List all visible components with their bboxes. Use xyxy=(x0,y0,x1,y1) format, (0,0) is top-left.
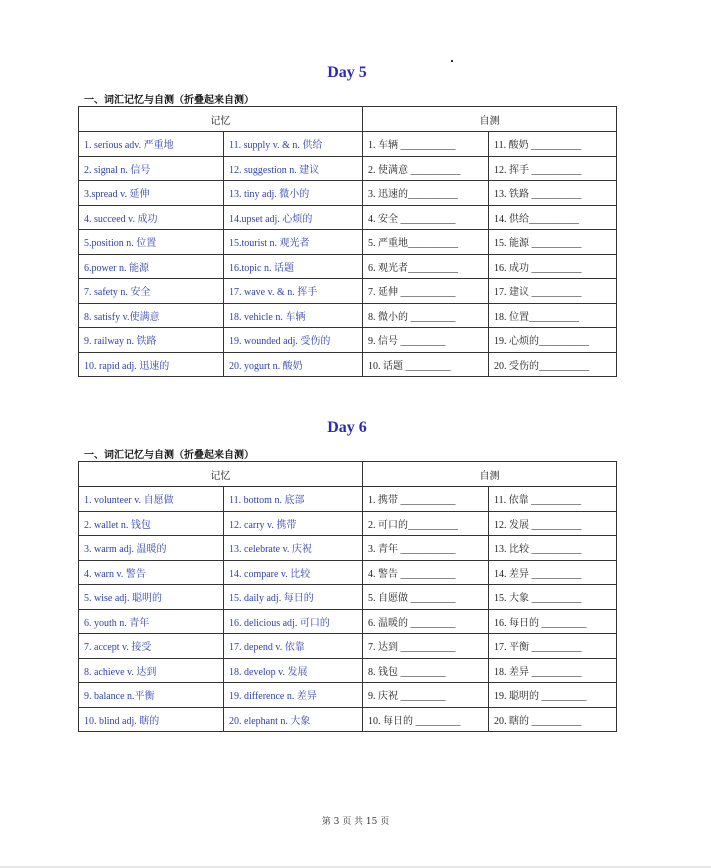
table-row xyxy=(79,609,617,634)
memory-cell: 20. elephant n. 大象 xyxy=(224,707,363,732)
memory-cell: 11. bottom n. 底部 xyxy=(224,487,363,512)
test-cell: 17. 平衡 __________ xyxy=(489,634,617,659)
table-row xyxy=(79,585,617,610)
memory-cell: 13. tiny adj. 微小的 xyxy=(224,181,363,206)
test-cell: 18. 位置__________ xyxy=(489,303,617,328)
table-row xyxy=(79,683,617,708)
memory-cell: 19. difference n. 差异 xyxy=(224,683,363,708)
test-cell: 1. 车辆 ___________ xyxy=(363,132,489,157)
memory-cell: 19. wounded adj. 受伤的 xyxy=(224,328,363,353)
test-cell: 4. 安全 ___________ xyxy=(363,205,489,230)
table-row xyxy=(79,487,617,512)
test-cell: 19. 心烦的__________ xyxy=(489,328,617,353)
test-cell: 20. 受伤的__________ xyxy=(489,352,617,377)
memory-cell: 4. succeed v. 成功 xyxy=(79,205,224,230)
memory-cell: 2. wallet n. 钱包 xyxy=(79,511,224,536)
test-cell: 5. 严重地__________ xyxy=(363,230,489,255)
test-cell: 14. 供给__________ xyxy=(489,205,617,230)
memory-cell: 7. accept v. 接受 xyxy=(79,634,224,659)
table-row xyxy=(79,303,617,328)
table-row xyxy=(79,181,617,206)
memory-cell: 15.tourist n. 观光者 xyxy=(224,230,363,255)
test-cell: 7. 达到 ___________ xyxy=(363,634,489,659)
memory-header: 记忆 xyxy=(79,107,363,132)
test-cell: 8. 钱包 _________ xyxy=(363,658,489,683)
memory-cell: 15. daily adj. 每日的 xyxy=(224,585,363,610)
test-cell: 2. 可口的__________ xyxy=(363,511,489,536)
test-cell: 3. 青年 ___________ xyxy=(363,536,489,561)
stray-mark xyxy=(451,60,453,62)
memory-cell: 9. railway n. 铁路 xyxy=(79,328,224,353)
test-cell: 4. 警告 ___________ xyxy=(363,560,489,585)
test-cell: 5. 自愿做 _________ xyxy=(363,585,489,610)
vocab-table xyxy=(78,461,617,732)
section-heading: 一、词汇记忆与自测（折叠起来自测） xyxy=(84,95,254,106)
memory-cell: 1. serious adv. 严重地 xyxy=(79,132,224,157)
table-row xyxy=(79,634,617,659)
table-row xyxy=(79,536,617,561)
test-cell: 19. 聪明的 _________ xyxy=(489,683,617,708)
memory-cell: 11. supply v. & n. 供给 xyxy=(224,132,363,157)
memory-header: 记忆 xyxy=(79,462,363,487)
memory-cell: 18. vehicle n. 车辆 xyxy=(224,303,363,328)
table-row xyxy=(79,658,617,683)
test-cell: 18. 差异 __________ xyxy=(489,658,617,683)
table-row xyxy=(79,707,617,732)
table-row xyxy=(79,511,617,536)
test-header: 自测 xyxy=(363,462,617,487)
table-body xyxy=(79,132,617,377)
table-header-row xyxy=(79,107,617,132)
test-cell: 15. 大象 __________ xyxy=(489,585,617,610)
table-row xyxy=(79,156,617,181)
memory-cell: 17. wave v. & n. 挥手 xyxy=(224,279,363,304)
test-cell: 15. 能源 __________ xyxy=(489,230,617,255)
test-cell: 7. 延伸 ___________ xyxy=(363,279,489,304)
table-header-row xyxy=(79,462,617,487)
memory-cell: 13. celebrate v. 庆祝 xyxy=(224,536,363,561)
vocab-table xyxy=(78,106,617,377)
test-cell: 11. 酸奶 __________ xyxy=(489,132,617,157)
memory-cell: 12. carry v. 携带 xyxy=(224,511,363,536)
memory-cell: 8. satisfy v.使满意 xyxy=(79,303,224,328)
test-cell: 12. 发展 __________ xyxy=(489,511,617,536)
test-cell: 14. 差异 __________ xyxy=(489,560,617,585)
memory-cell: 20. yogurt n. 酸奶 xyxy=(224,352,363,377)
memory-cell: 10. blind adj. 瞎的 xyxy=(79,707,224,732)
table-row xyxy=(79,279,617,304)
memory-cell: 4. warn v. 警告 xyxy=(79,560,224,585)
table-row xyxy=(79,560,617,585)
section-heading: 一、词汇记忆与自测（折叠起来自测） xyxy=(84,450,254,461)
table-row xyxy=(79,205,617,230)
test-cell: 10. 每日的 _________ xyxy=(363,707,489,732)
test-cell: 3. 迅速的__________ xyxy=(363,181,489,206)
memory-cell: 16. delicious adj. 可口的 xyxy=(224,609,363,634)
test-cell: 6. 观光者__________ xyxy=(363,254,489,279)
memory-cell: 17. depend v. 依靠 xyxy=(224,634,363,659)
test-cell: 16. 每日的 _________ xyxy=(489,609,617,634)
table-body xyxy=(79,487,617,732)
day-title: Day 5 xyxy=(327,64,367,81)
test-cell: 20. 瞎的 __________ xyxy=(489,707,617,732)
memory-cell: 5.position n. 位置 xyxy=(79,230,224,255)
table-row xyxy=(79,352,617,377)
memory-cell: 18. develop v. 发展 xyxy=(224,658,363,683)
table-row xyxy=(79,132,617,157)
test-cell: 2. 使满意 __________ xyxy=(363,156,489,181)
memory-cell: 14.upset adj. 心烦的 xyxy=(224,205,363,230)
test-cell: 8. 微小的 _________ xyxy=(363,303,489,328)
test-cell: 13. 铁路 __________ xyxy=(489,181,617,206)
table-row xyxy=(79,254,617,279)
test-header: 自测 xyxy=(363,107,617,132)
test-cell: 1. 携带 ___________ xyxy=(363,487,489,512)
memory-cell: 7. safety n. 安全 xyxy=(79,279,224,304)
memory-cell: 2. signal n. 信号 xyxy=(79,156,224,181)
memory-cell: 5. wise adj. 聪明的 xyxy=(79,585,224,610)
memory-cell: 10. rapid adj. 迅速的 xyxy=(79,352,224,377)
memory-cell: 8. achieve v. 达到 xyxy=(79,658,224,683)
test-cell: 17. 建议 __________ xyxy=(489,279,617,304)
test-cell: 11. 依靠 __________ xyxy=(489,487,617,512)
memory-cell: 16.topic n. 话题 xyxy=(224,254,363,279)
memory-cell: 9. balance n.平衡 xyxy=(79,683,224,708)
memory-cell: 14. compare v. 比较 xyxy=(224,560,363,585)
page-footer: 第 3 页 共 15 页 xyxy=(321,817,390,827)
test-cell: 9. 信号 _________ xyxy=(363,328,489,353)
test-cell: 6. 温暖的 _________ xyxy=(363,609,489,634)
test-cell: 9. 庆祝 _________ xyxy=(363,683,489,708)
test-cell: 10. 话题 _________ xyxy=(363,352,489,377)
test-cell: 13. 比较 __________ xyxy=(489,536,617,561)
memory-cell: 6.power n. 能源 xyxy=(79,254,224,279)
table-row xyxy=(79,328,617,353)
memory-cell: 3. warm adj. 温暖的 xyxy=(79,536,224,561)
test-cell: 16. 成功 __________ xyxy=(489,254,617,279)
memory-cell: 1. volunteer v. 自愿做 xyxy=(79,487,224,512)
table-row xyxy=(79,230,617,255)
memory-cell: 3.spread v. 延伸 xyxy=(79,181,224,206)
memory-cell: 6. youth n. 青年 xyxy=(79,609,224,634)
memory-cell: 12. suggestion n. 建议 xyxy=(224,156,363,181)
test-cell: 12. 挥手 __________ xyxy=(489,156,617,181)
day-title: Day 6 xyxy=(327,419,367,436)
